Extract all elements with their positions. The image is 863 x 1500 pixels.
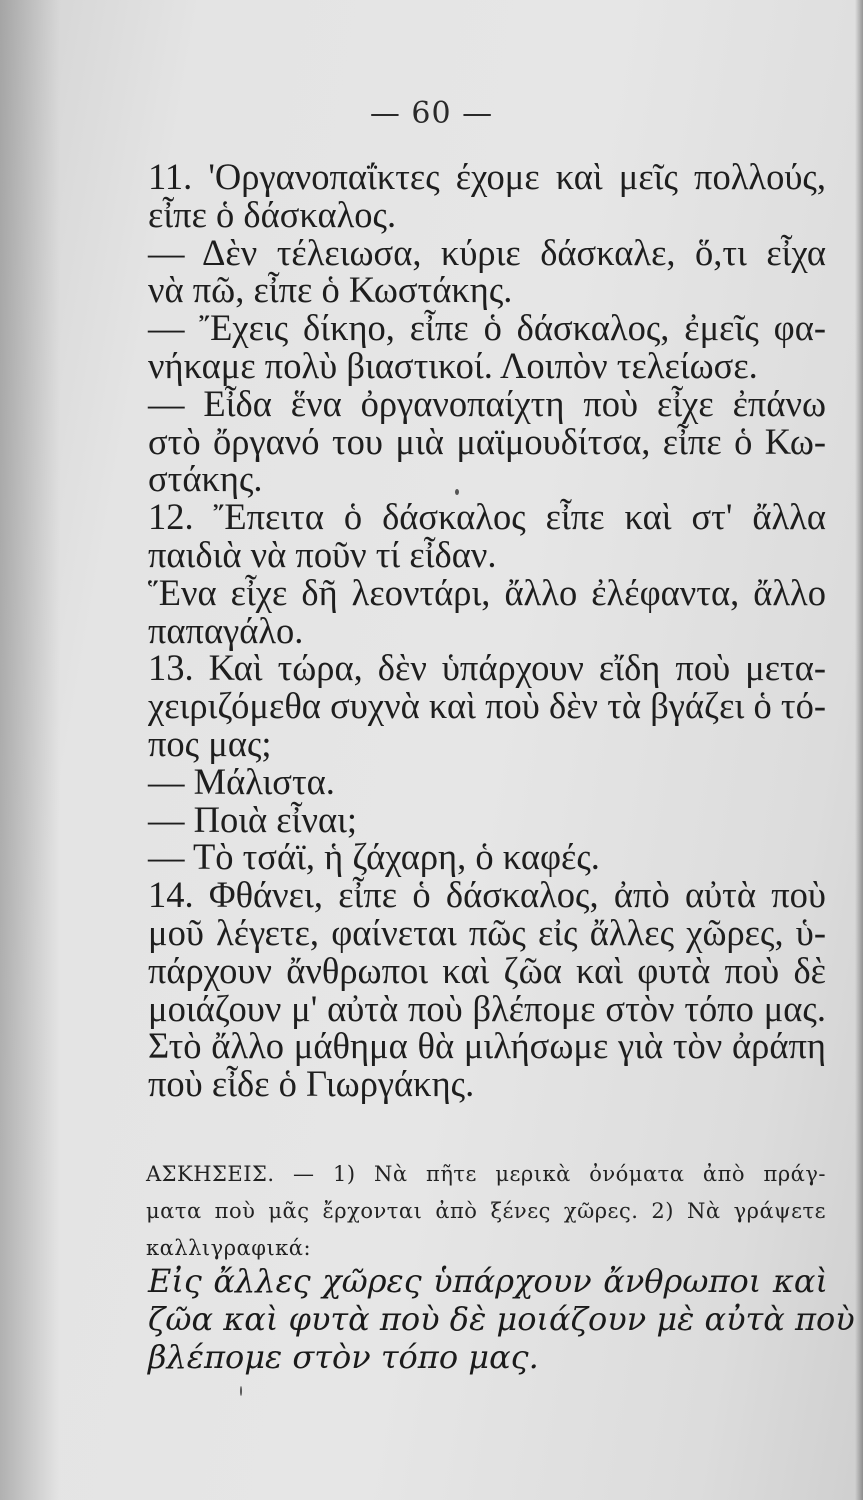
page-edge-shadow [855,0,863,1500]
handwriting-line: ζῶα καὶ φυτὰ ποὺ δὲ μοιάζουν μὲ αὐτὰ ποὺ [148,1300,855,1338]
text-line: νὰ πῶ, εἶπε ὁ Κωστάκης. [148,269,513,311]
text-line: πος μας; [148,722,272,764]
exercise-line: ΑΣΚΗΣΕΙΣ. — 1) Νὰ πῆτε μερικὰ ὀνόματα ἀπὸ πράγ- [146,1162,826,1186]
handwriting-line: βλέπομε στὸν τόπο μας. [148,1338,539,1376]
text-line: 13. Καὶ τώρα, δὲν ὑπάρχουν εἴδη ποὺ μετα- [148,647,826,689]
ink-speck [455,489,459,495]
exercise-line: ματα ποὺ μᾶς ἔρχονται ἀπὸ ξένες χῶρες. 2) Νὰ γράψετε [146,1199,826,1223]
text-line: μοιάζουν μ' αὐτὰ ποὺ βλέπομε στὸν τόπο μας. [148,987,826,1029]
text-line: εἶπε ὁ δάσκαλος. [148,193,397,235]
text-line: νήκαμε πολὺ βιαστικοί. Λοιπὸν τελείωσε. [148,344,758,386]
handwriting-line: Εἰς ἄλλες χῶρες ὑπάρχουν ἄνθρωποι καὶ [148,1262,828,1300]
calligraphy-sentence [148,1262,855,1376]
binding-shadow [0,0,60,1500]
text-line: μοῦ λέγετε, φαίνεται πῶς εἰς ἄλλες χῶρες, ὑ- [148,911,826,953]
ink-speck [240,1386,242,1396]
text-line: χειριζόμεθα συχνὰ καὶ ποὺ δὲν τὰ βγάζει ὁ τό- [148,685,826,727]
text-line: ποὺ εἶδε ὁ Γιωργάκης. [148,1063,475,1105]
text-line: παπαγάλο. [148,609,304,651]
text-line: στάκης. [148,458,263,500]
text-line: Στὸ ἄλλο μάθημα θὰ μιλήσωμε γιὰ τὸν ἀράπη [148,1025,826,1067]
text-line: — Τὸ τσάϊ, ἡ ζάχαρη, ὁ καφές. [148,836,600,878]
text-line: 12. Ἔπειτα ὁ δάσκαλος εἶπε καὶ στ' ἄλλα [148,496,826,538]
exercises-block [146,1156,826,1267]
text-line: — Δὲν τέλειωσα, κύριε δάσκαλε, ὅ,τι εἶχα [148,231,826,273]
text-line: πάρχουν ἄνθρωποι καὶ ζῶα καὶ φυτὰ ποὺ δὲ [148,949,826,991]
body-text [148,158,826,1103]
text-line: παιδιὰ νὰ ποῦν τί εἶδαν. [148,533,497,575]
text-line: — Εἶδα ἕνα ὀργανοπαίχτη ποὺ εἶχε ἐπάνω [148,382,826,424]
text-line: — Ἔχεις δίκηο, εἶπε ὁ δάσκαλος, ἐμεῖς φα- [148,307,826,349]
text-line: 11. 'Οργανοπαΐκτες έχομε καὶ μεῖς πολλούς, [148,156,826,197]
text-line: στὸ ὄργανό του μιὰ μαϊμουδίτσα, εἶπε ὁ Κω- [148,420,826,462]
text-line: Ἕνα εἶχε δῆ λεοντάρι, ἄλλο ἐλέφαντα, ἄλλο [148,571,826,613]
page-number: — 60 — [369,96,494,131]
exercise-line: καλλιγραφικά: [146,1236,312,1260]
text-line: — Ποιὰ εἶναι; [148,798,358,840]
text-line: 14. Φθάνει, εἶπε ὁ δάσκαλος, ἀπὸ αὐτὰ ποὺ [148,874,826,916]
text-line: — Μάλιστα. [148,760,335,802]
